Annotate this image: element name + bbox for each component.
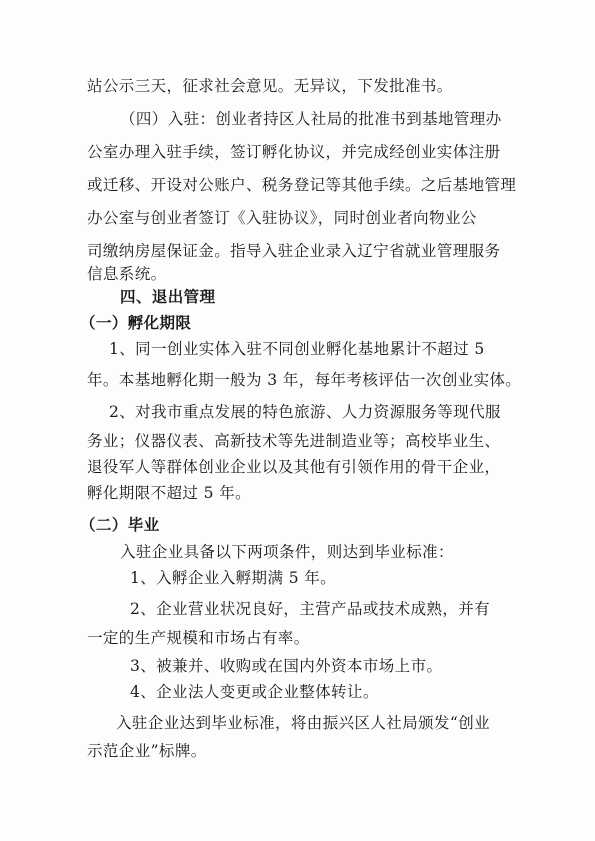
- text-line: （四）入驻：创业者持区人社局的批准书到基地管理办: [120, 110, 502, 128]
- text-line: 年。本基地孵化期一般为 3 年，每年考核评估一次创业实体。: [87, 371, 522, 389]
- text-line: 1、同一创业实体入驻不同创业孵化基地累计不超过 5: [109, 340, 485, 358]
- text-line: 务业；仪器仪表、高新技术等先进制造业等；高校毕业生、: [87, 432, 501, 450]
- section-heading: 四、退出管理: [120, 288, 216, 306]
- text-line: 2、对我市重点发展的特色旅游、人力资源服务等现代服: [109, 403, 501, 421]
- text-line: 示范企业”标牌。: [87, 742, 207, 760]
- text-line: 站公示三天，征求社会意见。无异议，下发批准书。: [87, 77, 453, 95]
- text-line: 办公室与创业者签订《入驻协议》，同时创业者向物业公: [87, 209, 477, 227]
- text-line: 信息系统。: [87, 265, 167, 283]
- text-line: 1、入孵企业入孵期满 5 年。: [130, 569, 337, 587]
- text-line: 3、被兼并、收购或在国内外资本市场上市。: [130, 657, 443, 675]
- text-line: 或迁移、开设对公账户、税务登记等其他手续。之后基地管理: [87, 176, 517, 194]
- text-line: 司缴纳房屋保证金。指导入驻企业录入辽宁省就业管理服务: [87, 242, 501, 260]
- text-line: 退役军人等群体创业企业以及其他有引领作用的骨干企业，: [87, 458, 501, 476]
- text-line: 入驻企业具备以下两项条件，则达到毕业标准：: [120, 543, 454, 561]
- subsection-heading: （一）孵化期限: [80, 314, 192, 332]
- subsection-heading: （二）毕业: [80, 516, 160, 534]
- text-line: 公室办理入驻手续，签订孵化协议，并完成经创业实体注册: [87, 143, 501, 161]
- text-line: 4、企业法人变更或企业整体转让。: [130, 683, 379, 701]
- text-line: 一定的生产规模和市场占有率。: [87, 629, 310, 647]
- text-line: 入驻企业达到毕业标准，将由振兴区人社局颁发“创业: [116, 714, 491, 732]
- text-line: 孵化期限不超过 5 年。: [87, 484, 252, 502]
- text-line: 2、企业营业状况良好，主营产品或技术成熟，并有: [130, 600, 491, 618]
